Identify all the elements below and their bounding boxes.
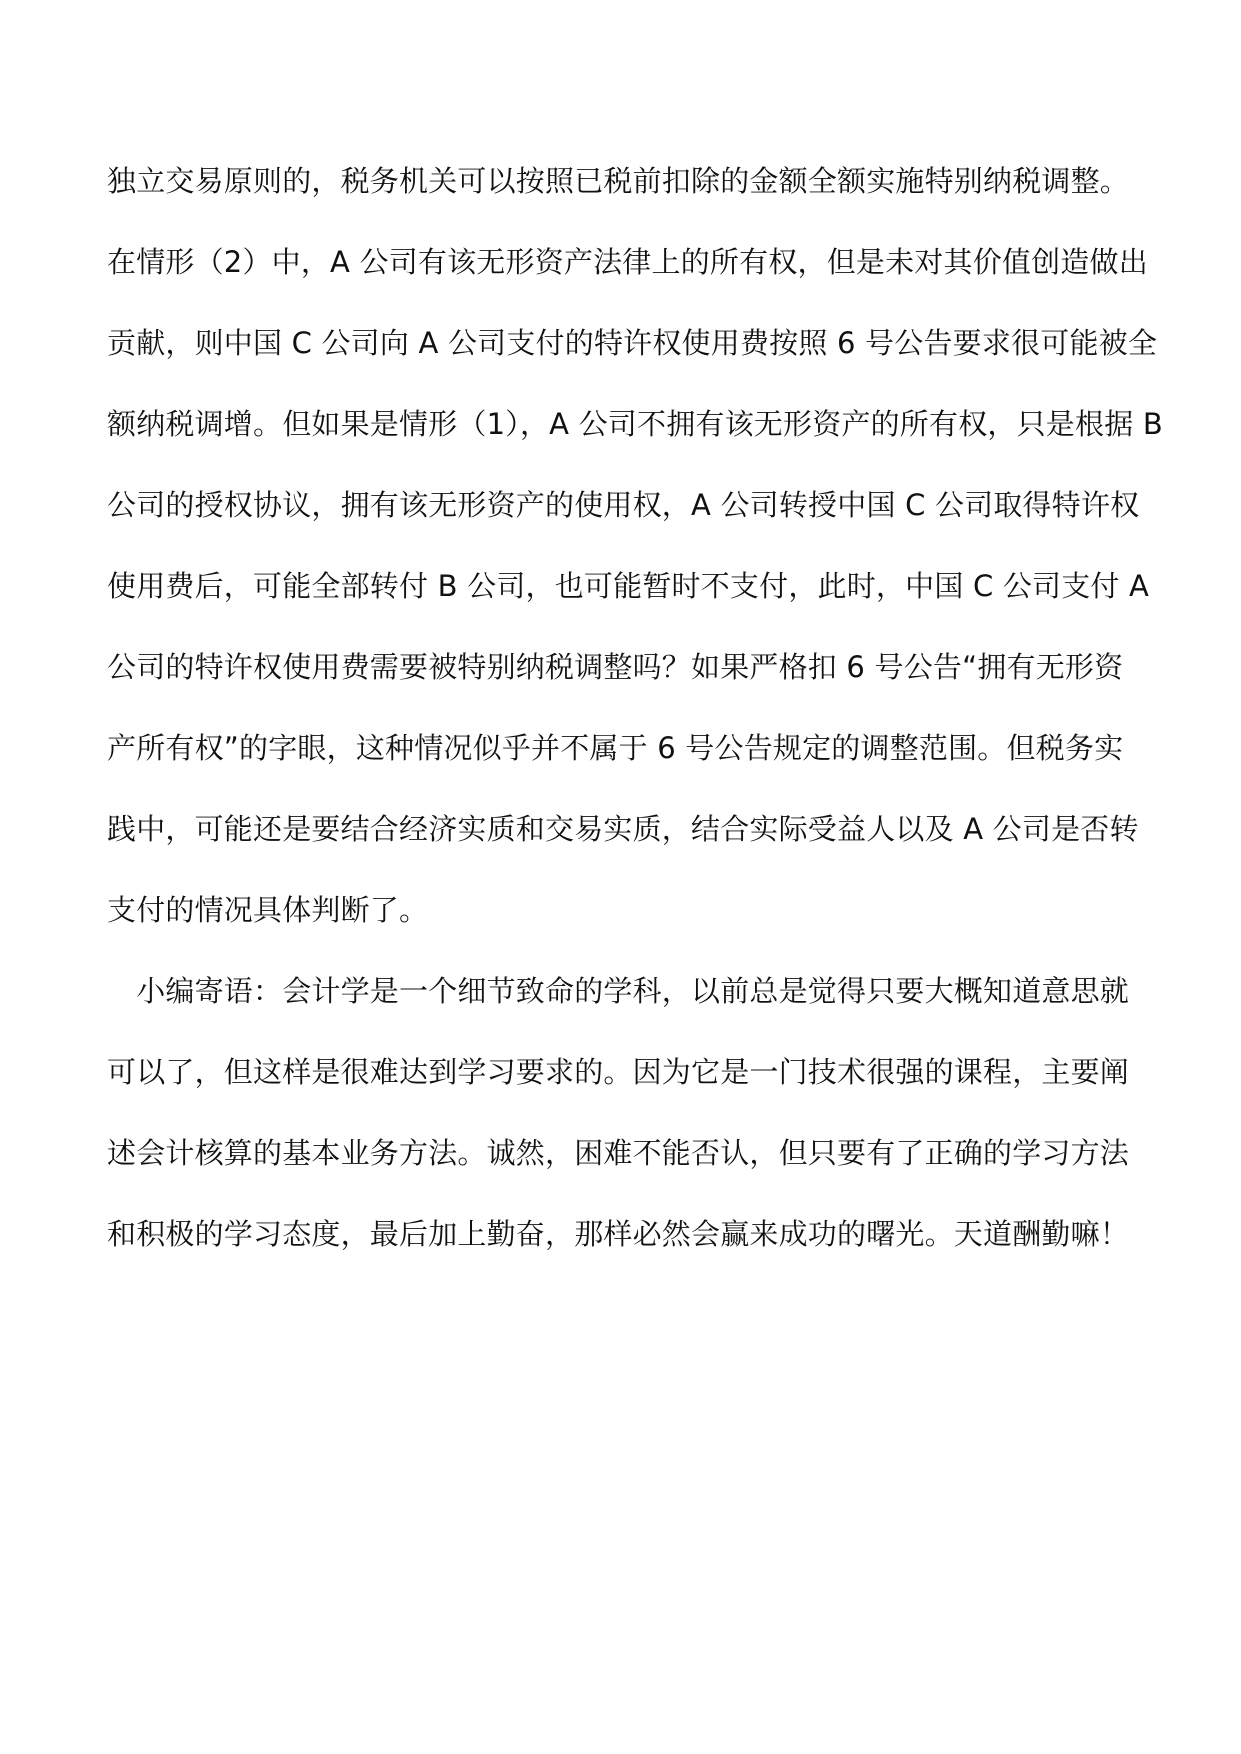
text-line: 贡献，则中国 C 公司向 A 公司支付的特许权使用费按照 6 号公告要求很可能被全 xyxy=(107,326,1158,360)
text-line: 支付的情况具体判断了。 xyxy=(107,893,429,927)
text-line: 产所有权”的字眼，这种情况似乎并不属于 6 号公告规定的调整范围。但税务实 xyxy=(107,731,1124,765)
text-line: 和积极的学习态度，最后加上勤奋，那样必然会赢来成功的曙光。天道酬勤嘛！ xyxy=(107,1217,1130,1251)
text-line: 公司的特许权使用费需要被特别纳税调整吗？如果严格扣 6 号公告“拥有无形资 xyxy=(107,650,1124,684)
text-line: 在情形（2）中，A 公司有该无形资产法律上的所有权，但是未对其价值创造做出 xyxy=(107,245,1148,279)
text-line: 小编寄语：会计学是一个细节致命的学科，以前总是觉得只要大概知道意思就 xyxy=(107,974,1130,1008)
text-line: 述会计核算的基本业务方法。诚然，困难不能否认，但只要有了正确的学习方法 xyxy=(107,1136,1130,1170)
text-line: 可以了，但这样是很难达到学习要求的。因为它是一门技术很强的课程，主要阐 xyxy=(107,1055,1130,1089)
text-line: 独立交易原则的，税务机关可以按照已税前扣除的金额全额实施特别纳税调整。 xyxy=(107,164,1130,198)
text-line: 公司的授权协议，拥有该无形资产的使用权，A 公司转授中国 C 公司取得特许权 xyxy=(107,488,1140,522)
text-line: 践中，可能还是要结合经济实质和交易实质，结合实际受益人以及 A 公司是否转 xyxy=(107,812,1139,846)
text-line: 使用费后，可能全部转付 B 公司，也可能暂时不支付，此时，中国 C 公司支付 A xyxy=(107,569,1150,603)
body-text xyxy=(107,161,1163,1295)
text-line: 额纳税调增。但如果是情形（1），A 公司不拥有该无形资产的所有权，只是根据 B xyxy=(107,407,1163,441)
